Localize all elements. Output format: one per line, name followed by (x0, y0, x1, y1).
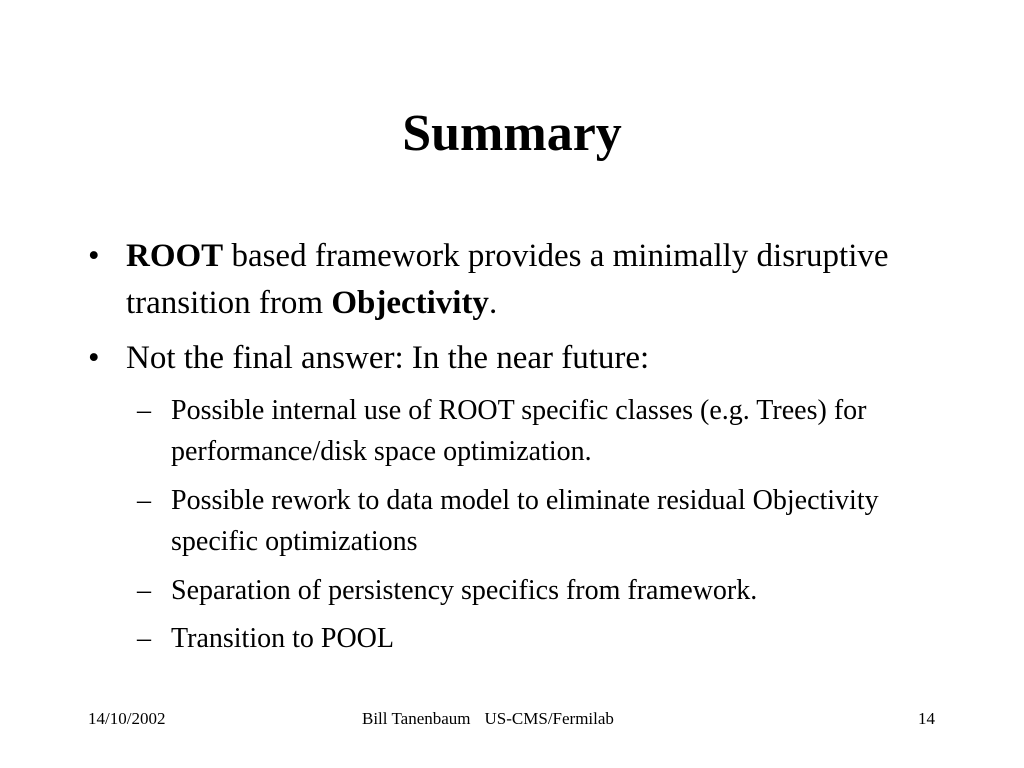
sub-item-rework-data-model (137, 480, 911, 562)
footer-credit (362, 708, 614, 730)
sub-item-text: Possible rework to data model to eliminate residual Objectivity specific optimizations (171, 485, 879, 557)
sub-item-text: Transition to POOL (171, 623, 395, 654)
footer-org: US-CMS/Fermilab (484, 709, 614, 728)
dash-icon: – (137, 623, 151, 654)
bullet-text: based framework provides a minimally disruptive transition from (126, 238, 889, 321)
sub-item-text: Possible internal use of ROOT specific classes (e.g. Trees) for performance/disk space optimization. (171, 395, 867, 467)
dash-icon: – (137, 575, 151, 606)
bullet-item-root-framework (88, 233, 916, 327)
sub-item-text: Separation of persistency specifics from framework. (171, 575, 758, 606)
bullet-text: Not the final answer: In the near future: (126, 340, 650, 376)
dash-icon: – (137, 485, 151, 516)
bullet-bold-objectivity: Objectivity (331, 285, 489, 321)
footer-author: Bill Tanenbaum (362, 709, 471, 728)
bullet-bold-root: ROOT (126, 238, 224, 274)
dash-icon: – (137, 395, 151, 426)
sub-item-pool (137, 618, 911, 659)
slide-title: Summary (402, 105, 622, 162)
footer-date: 14/10/2002 (88, 709, 166, 728)
sub-item-separation (137, 570, 911, 611)
bullet-item-not-final (88, 335, 916, 382)
sub-item-root-classes (137, 390, 911, 472)
bullet-text-end: . (488, 285, 498, 321)
bullet-icon: • (88, 238, 100, 274)
footer-page-number: 14 (918, 709, 935, 728)
bullet-icon: • (88, 340, 100, 376)
